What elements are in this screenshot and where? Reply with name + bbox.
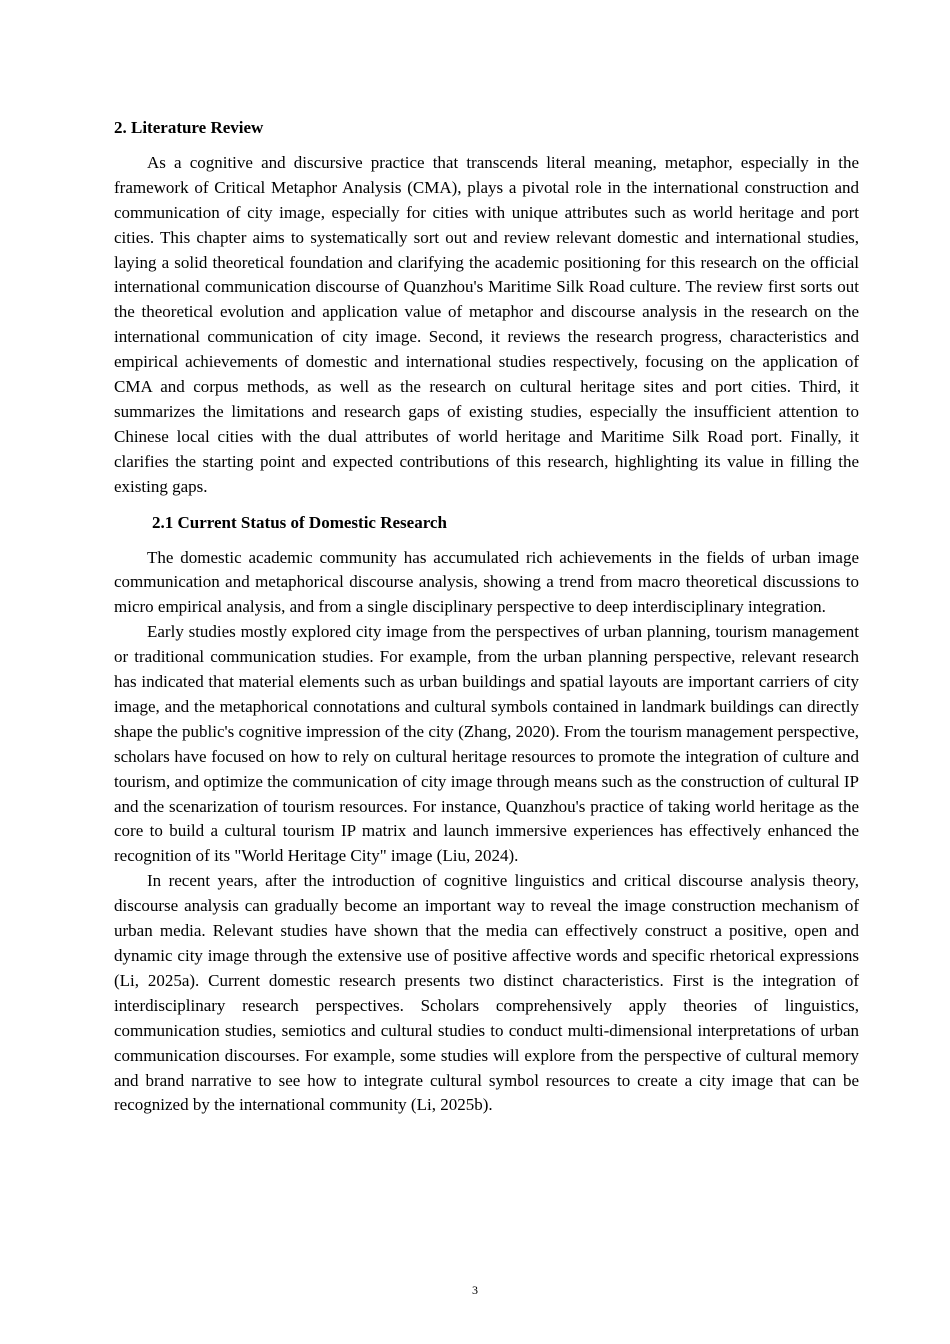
body-paragraph-3: In recent years, after the introduction of cognitive linguistics and critical discourse analysis theory, discourse analysis can gradually become an important way to reveal the image construction mechanism of urban media. Relevant studies have shown that the media can effectively construct a positive, open and dynamic city image through the extensive use of positive affective words and specific rhetorical expressions (Li, 2025a). Current domestic research presents two distinct characteristics. First is the integration of interdisciplinary research perspectives. Scholars comprehensively apply theories of linguistics, communication studies, semiotics and cultural studies to conduct multi-dimensional interpretations of urban communication discourses. For example, some studies will explore from the perspective of cultural memory and brand narrative to see how to integrate cultural symbol resources to create a city image that can be recognized by the international community (Li, 2025b). [114,871,859,1115]
page-body [114,116,859,1118]
subsection-heading: 2.1 Current Status of Domestic Research [152,512,447,532]
page-number: 3 [472,1283,478,1297]
body-paragraph-2: Early studies mostly explored city image from the perspectives of urban planning, tourism management or traditional communication studies. For example, from the urban planning perspective, relevant research has indicated that material elements such as urban buildings and spatial layouts are important carriers of city image, and the metaphorical connotations and cultural symbols contained in landmark buildings can directly shape the public's cognitive impression of the city (Zhang, 2020). From the tourism management perspective, scholars have focused on how to rely on cultural heritage resources to promote the integration of culture and tourism, and optimize the communication of city image through means such as the construction of cultural IP and the scenarization of tourism resources. For instance, Quanzhou's practice of taking world heritage as the core to build a cultural tourism IP matrix and launch immersive experiences has effectively enhanced the recognition of its "World Heritage City" image (Liu, 2024). [114,622,859,866]
body-paragraph-1: The domestic academic community has accumulated rich achievements in the fields of urban image communication and metaphorical discourse analysis, showing a trend from macro theoretical discussions to micro empirical analysis, and from a single disciplinary perspective to deep interdisciplinary integration. [114,547,859,617]
intro-paragraph: As a cognitive and discursive practice that transcends literal meaning, metaphor, especially in the framework of Critical Metaphor Analysis (CMA), plays a pivotal role in the international construction and communication of city image, especially for cities with unique attributes such as world heritage and port cities. This chapter aims to systematically sort out and review relevant domestic and international studies, laying a solid theoretical foundation and clarifying the academic positioning for this research on the official international communication discourse of Quanzhou's Maritime Silk Road culture. The review first sorts out the theoretical evolution and application value of metaphor and discourse analysis in the research on the international communication of city image. Second, it reviews the research progress, characteristics and empirical achievements of domestic and international studies respectively, focusing on the application of CMA and corpus methods, as well as the research on cultural heritage sites and port cities. Third, it summarizes the limitations and research gaps of existing studies, especially the insufficient attention to Chinese local cities with the dual attributes of world heritage and Maritime Silk Road port. Finally, it clarifies the starting point and expected contributions of this research, highlighting its value in filling the existing gaps. [114,152,859,496]
section-heading: 2. Literature Review [114,118,264,137]
